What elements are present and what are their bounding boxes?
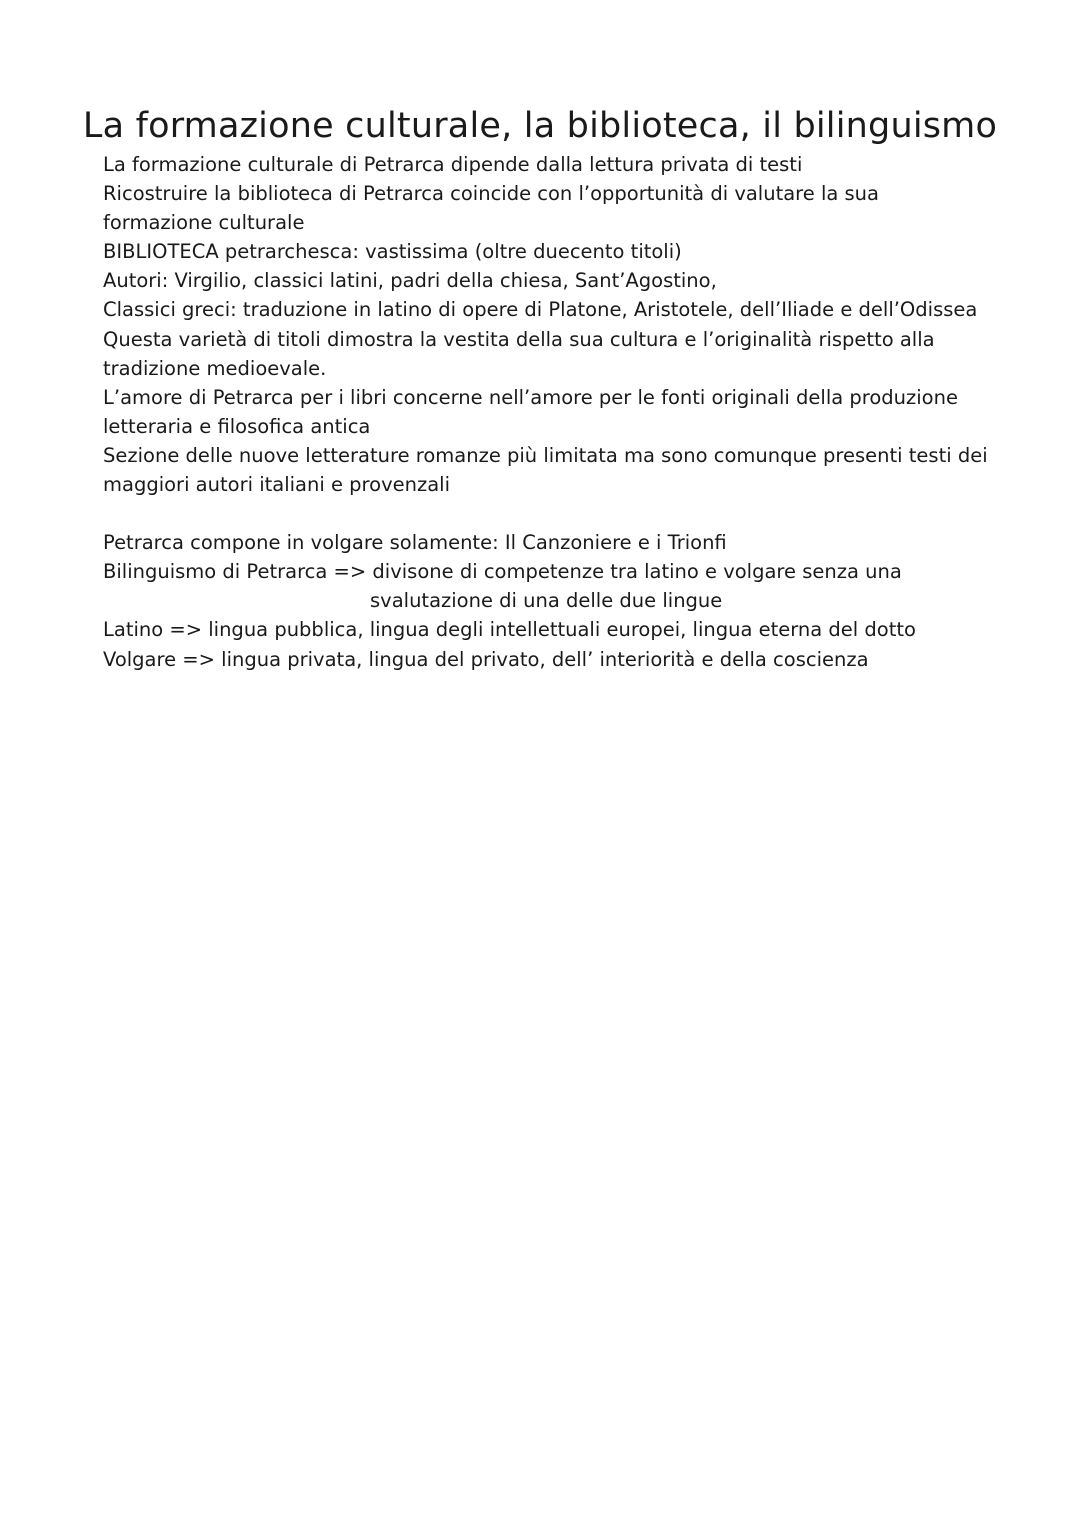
text-line: Petrarca compone in volgare solamente: Il Canzoniere e i Trionfi <box>103 531 727 555</box>
text-line-indented: svalutazione di una delle due lingue <box>370 589 723 613</box>
text-line: letteraria e filosofica antica <box>103 414 371 438</box>
text-line: formazione culturale <box>103 211 305 235</box>
text-line: La formazione culturale di Petrarca dipende dalla lettura privata di testi <box>103 153 803 176</box>
text-line: L’amore di Petrarca per i libri concerne nell’amore per le fonti originali della produzione <box>103 385 958 409</box>
text-line: BIBLIOTECA petrarchesca: vastissima (oltre duecento titoli) <box>103 240 682 264</box>
text-line: Volgare => lingua privata, lingua del privato, dell’ interiorità e della coscienza <box>103 647 869 671</box>
text-line: Classici greci: traduzione in latino di opere di Platone, Aristotele, dell’Iliade e dell’Odissea <box>103 298 978 322</box>
text-line: Ricostruire la biblioteca di Petrarca coincide con l’opportunità di valutare la sua <box>103 182 879 206</box>
text-line: Latino => lingua pubblica, lingua degli intellettuali europei, lingua eterna del dotto <box>103 618 916 642</box>
text-line: Questa varietà di titoli dimostra la vestita della sua cultura e l’originalità rispetto alla <box>103 327 935 351</box>
text-line: Bilinguismo di Petrarca => divisone di competenze tra latino e volgare senza una <box>103 560 902 584</box>
text-line: Autori: Virgilio, classici latini, padri della chiesa, Sant’Agostino, <box>103 269 717 293</box>
page-title: La formazione culturale, la biblioteca, il bilinguismo <box>82 106 998 146</box>
paragraph-spacer <box>103 499 1003 528</box>
document-body <box>103 150 1003 674</box>
text-line: tradizione medioevale. <box>103 356 327 380</box>
text-line: maggiori autori italiani e provenzali <box>103 473 450 497</box>
text-line: Sezione delle nuove letterature romanze più limitata ma sono comunque presenti testi dei <box>103 443 988 467</box>
